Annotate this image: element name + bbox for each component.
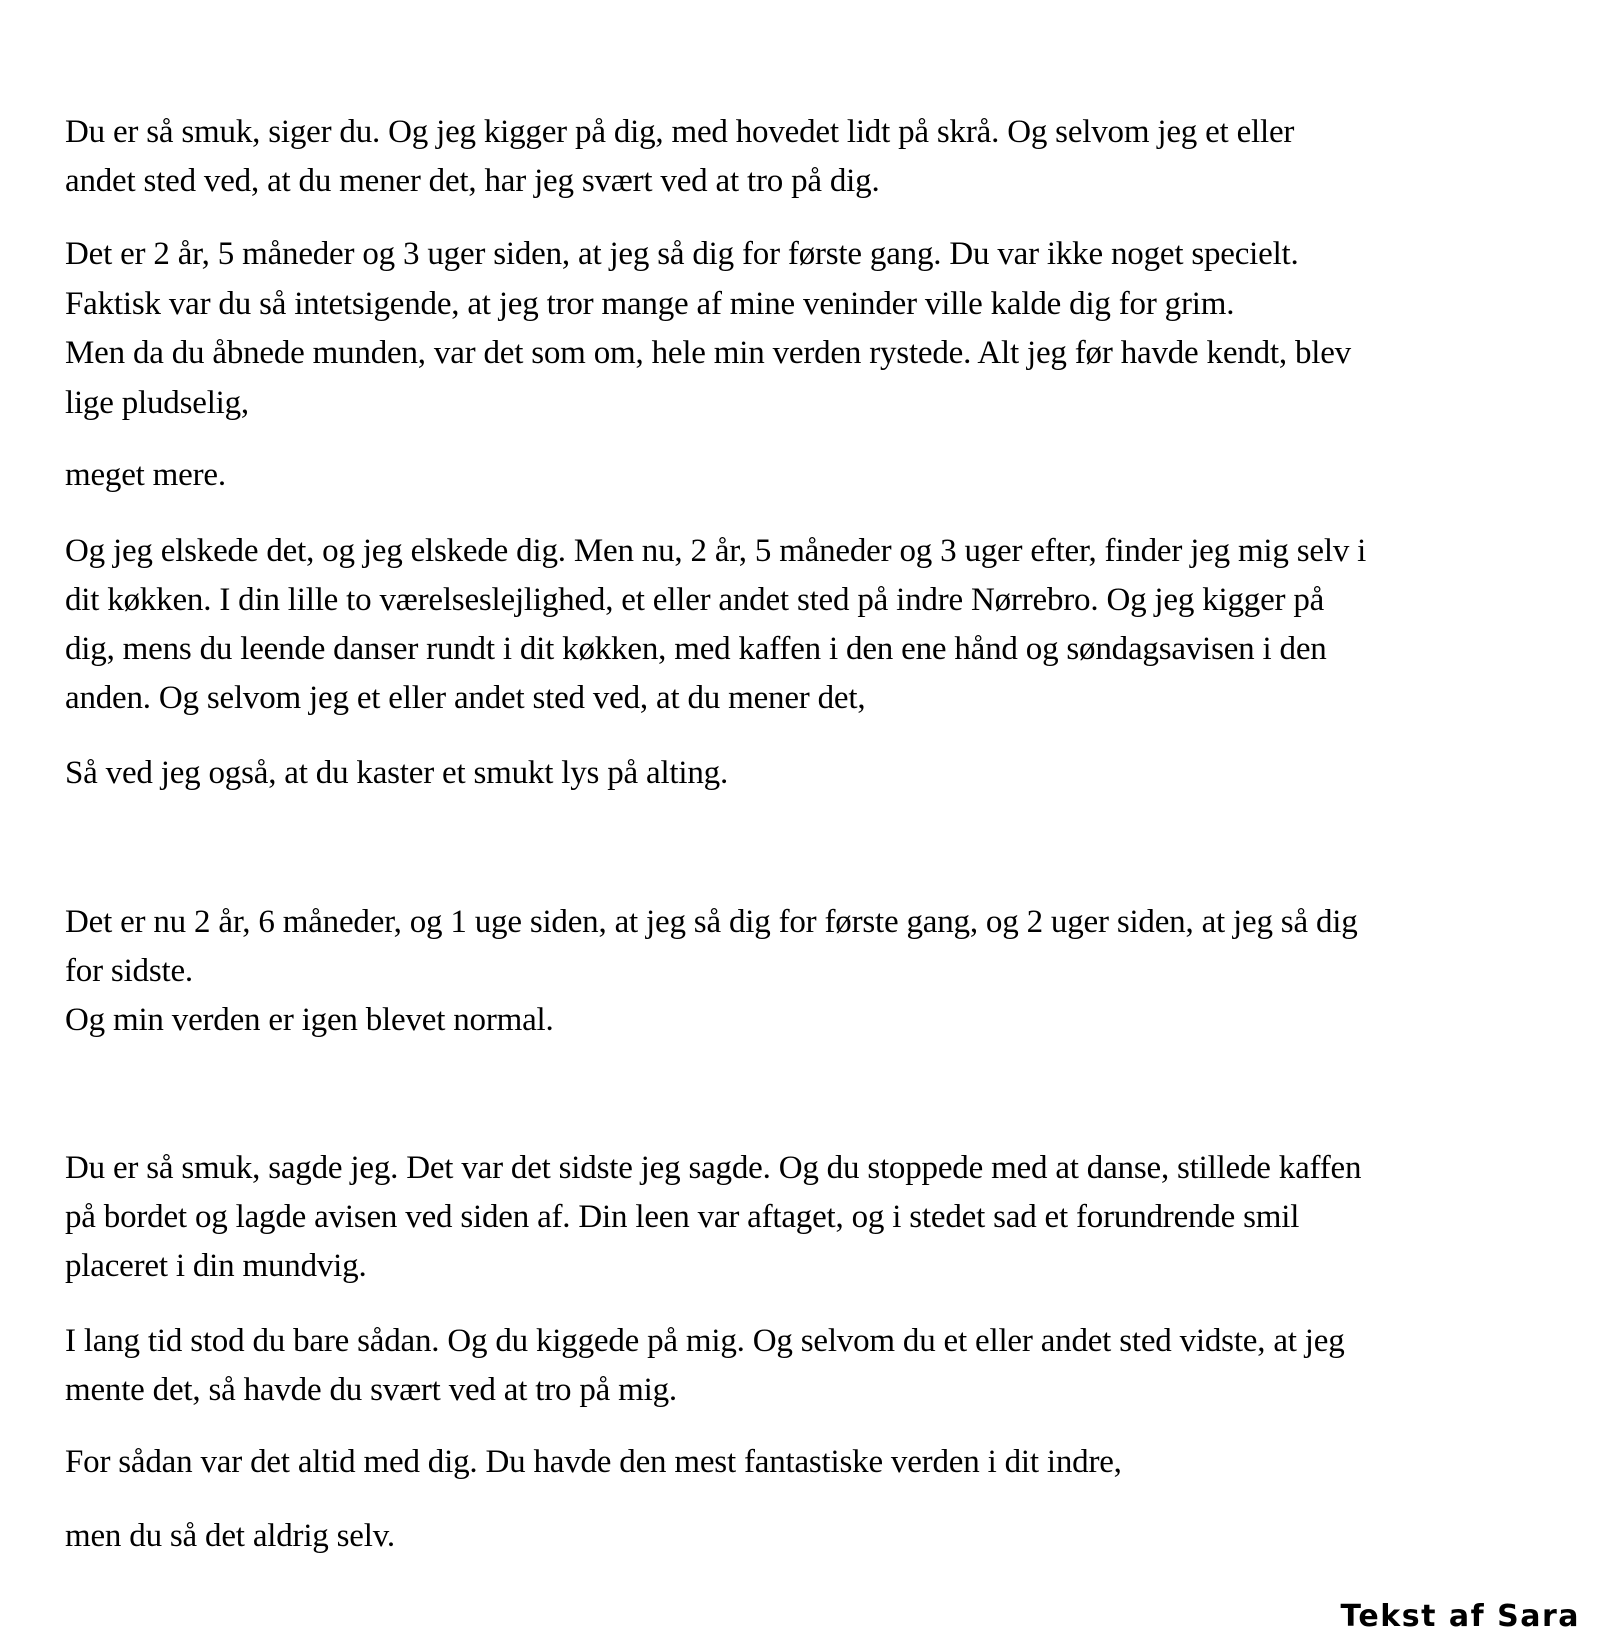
- text-line: Det er 2 år, 5 måneder og 3 uger siden, at jeg så dig for første gang. Du var ikke noget specielt.: [65, 236, 1299, 272]
- text-line: for sidste.: [65, 953, 193, 989]
- text-line: andet sted ved, at du mener det, har jeg svært ved at tro på dig.: [65, 163, 880, 199]
- text-line: Og min verden er igen blevet normal.: [65, 1002, 554, 1038]
- text-line: placeret i din mundvig.: [65, 1248, 367, 1284]
- text-line: I lang tid stod du bare sådan. Og du kiggede på mig. Og selvom du et eller andet sted vidste, at jeg: [65, 1323, 1345, 1359]
- text-line: lige pludselig,: [65, 385, 249, 421]
- text-line: For sådan var det altid med dig. Du havde den mest fantastiske verden i dit indre,: [65, 1444, 1122, 1480]
- text-line: dig, mens du leende danser rundt i dit køkken, med kaffen i den ene hånd og søndagsavisen i den: [65, 631, 1327, 667]
- text-line: mente det, så havde du svært ved at tro på mig.: [65, 1372, 677, 1408]
- text-line: anden. Og selvom jeg et eller andet sted ved, at du mener det,: [65, 680, 866, 716]
- text-line: Det er nu 2 år, 6 måneder, og 1 uge siden, at jeg så dig for første gang, og 2 uger siden, at jeg så dig: [65, 904, 1358, 940]
- text-line: dit køkken. I din lille to værelseslejlighed, et eller andet sted på indre Nørrebro. Og jeg kigger på: [65, 582, 1325, 618]
- text-line: på bordet og lagde avisen ved siden af. Din leen var aftaget, og i stedet sad et forundrende smil: [65, 1199, 1300, 1235]
- text-line: Faktisk var du så intetsigende, at jeg tror mange af mine veninder ville kalde dig for grim.: [65, 286, 1235, 322]
- text-line: Og jeg elskede det, og jeg elskede dig. Men nu, 2 år, 5 måneder og 3 uger efter, finder jeg mig selv i: [65, 533, 1367, 569]
- text-line: Du er så smuk, sagde jeg. Det var det sidste jeg sagde. Og du stoppede med at danse, stillede kaffen: [65, 1150, 1362, 1186]
- text-line: Så ved jeg også, at du kaster et smukt lys på alting.: [65, 755, 729, 791]
- signature: Tekst af Sara: [1340, 1599, 1580, 1634]
- text-line: men du så det aldrig selv.: [65, 1518, 395, 1554]
- text-line: Du er så smuk, siger du. Og jeg kigger på dig, med hovedet lidt på skrå. Og selvom jeg et eller: [65, 114, 1295, 150]
- text-line: meget mere.: [65, 457, 226, 493]
- text-line: Men da du åbnede munden, var det som om, hele min verden rystede. Alt jeg før havde kendt, blev: [65, 335, 1351, 371]
